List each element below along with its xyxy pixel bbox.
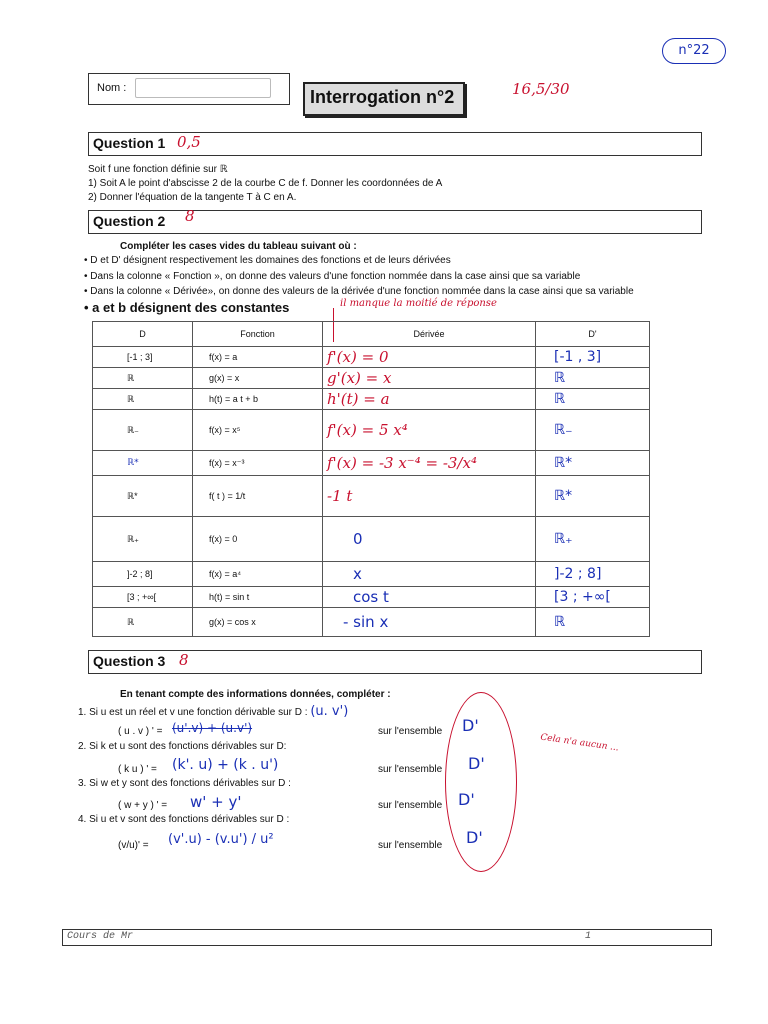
- cell-dprime[interactable]: [3 ; +∞[: [536, 587, 650, 608]
- cell-derivee[interactable]: - sin x: [323, 608, 536, 637]
- cell-d: [-1 ; 3]: [93, 347, 193, 368]
- cell-dprime[interactable]: ℝ₊: [536, 517, 650, 562]
- table-row: [93, 608, 650, 637]
- q1-line-3: 2) Donner l'équation de la tangente T à C en A.: [88, 192, 297, 203]
- derivative-table: [92, 321, 650, 637]
- header-d: D: [93, 322, 193, 347]
- q1-line-2: 1) Soit A le point d'abscisse 2 de la courbe C de f. Donner les coordonnées de A: [88, 178, 443, 189]
- grade: 16,5/30: [512, 80, 570, 98]
- footer-left: Cours de Mr: [67, 931, 134, 942]
- q1-line-1: Soit f une fonction définie sur ℝ: [88, 164, 228, 175]
- table-row: [93, 389, 650, 410]
- cell-dprime[interactable]: ℝ: [536, 608, 650, 637]
- title-text: Interrogation n°2: [310, 87, 455, 107]
- q3-item-1-statement: 1. Si u est un réel et v une fonction dérivable sur D : (u. v'): [78, 704, 349, 719]
- question-3-label: Question 3: [93, 653, 166, 669]
- q3-item-2-ensemble: sur l'ensemble: [378, 764, 443, 775]
- page-title: [303, 82, 465, 116]
- cell-fonction: f(x) = x⁵: [193, 410, 323, 451]
- question-3-score: 8: [179, 651, 189, 669]
- cell-derivee[interactable]: cos t: [323, 587, 536, 608]
- cell-fonction: g(x) = cos x: [193, 608, 323, 637]
- q2-bullet-1: • D et D' désignent respectivement les domaines des fonctions et de leurs dérivées: [84, 255, 451, 266]
- cell-derivee[interactable]: f'(x) = 0: [323, 347, 536, 368]
- cell-fonction: f(x) = 0: [193, 517, 323, 562]
- page-number-tag: n°22: [662, 38, 726, 64]
- cell-d: ℝ: [93, 389, 193, 410]
- q2-bullet-2: • Dans la colonne « Fonction », on donne des valeurs d'une fonction nommée dans la case ainsi que sa variable: [84, 271, 581, 282]
- name-field[interactable]: [135, 78, 271, 98]
- q3-item-2-statement: 2. Si k et u sont des fonctions dérivables sur D:: [78, 741, 287, 752]
- cell-derivee[interactable]: x: [323, 562, 536, 587]
- q3-item-1-expr: ( u . v ) ' =: [118, 726, 163, 737]
- cell-dprime[interactable]: ℝ*: [536, 451, 650, 476]
- cell-d: ℝ: [93, 608, 193, 637]
- header-fonction: Fonction: [193, 322, 323, 347]
- cell-d: ]-2 ; 8]: [93, 562, 193, 587]
- q2-constants: • a et b désignent des constantes: [84, 300, 290, 315]
- table-row: [93, 562, 650, 587]
- cell-d: ℝ₊: [93, 517, 193, 562]
- header-dprime: D': [536, 322, 650, 347]
- table-row: [93, 451, 650, 476]
- cell-fonction: h(t) = sin t: [193, 587, 323, 608]
- cell-d: [3 ; +∞[: [93, 587, 193, 608]
- cell-d: ℝ*: [93, 476, 193, 517]
- header-derivee: Dérivée: [323, 322, 536, 347]
- cell-dprime[interactable]: ℝ₋: [536, 410, 650, 451]
- cell-dprime[interactable]: ℝ: [536, 389, 650, 410]
- cell-dprime[interactable]: ℝ*: [536, 476, 650, 517]
- question-2-score: 8: [185, 207, 195, 225]
- q3-item-1-answer[interactable]: (u'.v) + (u.v'): [172, 721, 253, 735]
- q3-item-4-d[interactable]: D': [466, 828, 483, 847]
- cell-derivee[interactable]: h'(t) = a: [323, 389, 536, 410]
- table-row: [93, 517, 650, 562]
- cell-derivee[interactable]: f'(x) = -3 x⁻⁴ = -3/x⁴: [323, 451, 536, 476]
- table-row: [93, 347, 650, 368]
- cell-d: ℝ₋: [93, 410, 193, 451]
- q3-item-1-d[interactable]: D': [462, 716, 479, 735]
- cell-derivee[interactable]: 0: [323, 517, 536, 562]
- page-footer: [62, 929, 712, 946]
- q3-item-2-answer[interactable]: (k'. u) + (k . u'): [172, 757, 279, 773]
- cell-dprime[interactable]: ]-2 ; 8]: [536, 562, 650, 587]
- cell-d: ℝ*: [93, 451, 193, 476]
- table-row: [93, 410, 650, 451]
- q3-item-1-ensemble: sur l'ensemble: [378, 726, 443, 737]
- q2-intro: Compléter les cases vides du tableau suivant où :: [120, 241, 357, 252]
- cell-fonction: f( t ) = 1/t: [193, 476, 323, 517]
- cell-d: ℝ: [93, 368, 193, 389]
- q3-intro: En tenant compte des informations données, compléter :: [120, 689, 391, 700]
- cell-dprime[interactable]: ℝ: [536, 368, 650, 389]
- cell-derivee[interactable]: f'(x) = 5 x⁴: [323, 410, 536, 451]
- q3-item-4-expr: (v/u)' =: [118, 840, 149, 851]
- q3-item-3-statement: 3. Si w et y sont des fonctions dérivables sur D :: [78, 778, 291, 789]
- q2-bullet-3: • Dans la colonne « Dérivée», on donne des valeurs de la dérivée d'une fonction nommée dans la case ainsi que sa variable: [84, 286, 634, 297]
- question-2-header: [88, 207, 702, 234]
- cell-fonction: h(t) = a t + b: [193, 389, 323, 410]
- cell-dprime[interactable]: [-1 , 3]: [536, 347, 650, 368]
- name-box: [88, 73, 290, 105]
- q3-item-3-answer[interactable]: w' + y': [190, 793, 242, 811]
- q3-side-note: Cela n'a aucun ...: [539, 732, 620, 754]
- question-1-score: 0,5: [177, 133, 201, 151]
- cell-derivee[interactable]: g'(x) = x: [323, 368, 536, 389]
- q3-item-2-d[interactable]: D': [468, 754, 485, 773]
- footer-page-number: 1: [585, 931, 592, 942]
- question-1-label: Question 1: [93, 135, 166, 151]
- table-header-row: [93, 322, 650, 347]
- q3-item-4-ensemble: sur l'ensemble: [378, 840, 443, 851]
- teacher-note: il manque la moitié de réponse: [340, 298, 497, 309]
- question-1-header: [88, 132, 702, 156]
- name-label: Nom :: [97, 82, 127, 94]
- cell-fonction: g(x) = x: [193, 368, 323, 389]
- table-row: [93, 587, 650, 608]
- question-2-label: Question 2: [93, 213, 166, 229]
- q3-item-3-ensemble: sur l'ensemble: [378, 800, 443, 811]
- cell-derivee[interactable]: -1 t: [323, 476, 536, 517]
- q3-item-3-d[interactable]: D': [458, 790, 475, 809]
- q3-item-2-expr: ( k u ) ' =: [118, 764, 157, 775]
- q3-item-4-answer[interactable]: (v'.u) - (v.u') / u²: [168, 832, 274, 847]
- q3-item-3-expr: ( w + y ) ' =: [118, 800, 168, 811]
- q3-item-4-statement: 4. Si u et v sont des fonctions dérivables sur D :: [78, 814, 290, 825]
- cell-fonction: f(x) = a⁴: [193, 562, 323, 587]
- cell-fonction: f(x) = x⁻³: [193, 451, 323, 476]
- question-3-header: [88, 650, 702, 674]
- table-row: [93, 476, 650, 517]
- cell-fonction: f(x) = a: [193, 347, 323, 368]
- table-row: [93, 368, 650, 389]
